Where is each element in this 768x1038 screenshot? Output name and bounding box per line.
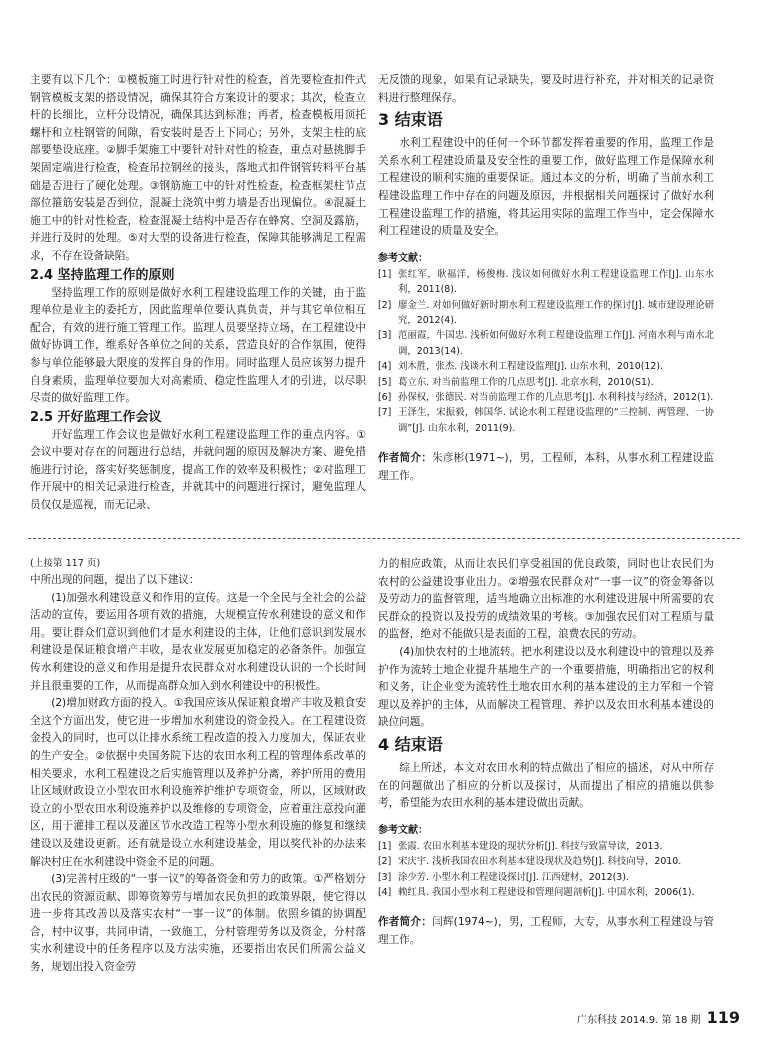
author-bio bbox=[378, 450, 714, 485]
references-list bbox=[378, 267, 714, 436]
body-paragraph: 主要有以下几个：①模板施工时进行针对性的检查，首先要检查扣件式钢管模板支架的搭设情况，确保其符合方案设计的要求；其次，检查立杆的长细比，立杆分设情况，确保其达到标准；再者，检查模板用顶托螺杆和立柱钢管的间隙，看安装时是否上下同心；另外，支架主柱的底部要垫设底座。②脚手架施工中要针对针对性的检查，重点对悬挑脚手架固定端进行检查，检查吊拉钢丝的接头，落地式扣件钢管转料平台基础是否进行了硬化处理。③钢筋施工中的针对性检查，检查框架柱节点部位箍筋安装是否到位，混凝土浇筑中剪力墙是否出现偏位。④混凝土施工中的针对性检查，检查混凝土结构中是否存在蜂窝、空洞及露筋，并进行及时的处理。⑤对大型的设备进行检查，保障其能够满足工程需求，不存在设备缺陷。 bbox=[30, 74, 366, 262]
reference-item: [6] 孙保权，张德民. 对当前监理工作的几点思考[J]. 水利科技与经济，2012(1). bbox=[378, 392, 714, 403]
body-paragraph: 无反馈的现象，如果有记录缺失，要及时进行补充，并对相关的记录资料进行整理保存。 bbox=[378, 74, 714, 104]
body-paragraph: (1)加强水利建设意义和作用的宣传。这是一个全民与全社会的公益活动的宣传，要运用各项有效的措施，大规模宣传水利建设的意义和作用。要让群众们意识到他们才是水利建设的主体，让他们意识到发展水利建设是保证粮食增产丰收，是农业发展更加稳定的必备条件。加强宣传水利建设的意义和作用是提升农民群众对水利建设认识的一个长时间并且很重要的工作，从而提高群众加入到水利建设中的积极性。 bbox=[30, 591, 366, 692]
reference-item: [1] 张红军，耿福洋，杨俊梅. 浅议如何做好水利工程建设监理工作[J]. 山东水利，2011(8). bbox=[378, 268, 714, 296]
bottom-left-column bbox=[30, 556, 366, 977]
body-paragraph: 综上所述，本文对农田水利的特点做出了相应的描述，对从中所存在的问题做出了相应的分析以及探讨，从而提出了相应的措施以供参考，希望能为农田水利的基本建设做出贡献。 bbox=[378, 761, 714, 810]
page-footer bbox=[577, 1008, 740, 1027]
references-heading: 参考文献： bbox=[378, 252, 428, 264]
references-list bbox=[378, 839, 714, 901]
reference-item: [3] 涂少芳. 小型水利工程建设探讨[J]. 江西建材，2012(3). bbox=[378, 871, 629, 883]
top-left-column bbox=[30, 72, 366, 515]
body-paragraph: (3)完善村庄级的“一事一议”的筹备资金和劳力的政策。①严格划分出农民的资源贡献、即筹资筹劳与增加农民负担的政策界限，使它得以进一步将其改善以及落实农村“一事一议”的体制。依照乡镇的协调配合，村中议事，共同申请，一致施工，分村管理劳务以及资金，分村落实水利建设中的任务程序以及方法实施，还要指出农民们所需公益义务，规划出投入资金劳 bbox=[30, 873, 366, 974]
body-paragraph: 水利工程建设中的任何一个环节都发挥着重要的作用，监理工作是关系水利工程建设质量及安全性的重要工作，做好监理工作是保障水利工程建设的顺利实施的重要保证。通过本文的分析，明确了当前水利工程建设监理工作中存在的问题及原因，并根据相关问题探讨了做好水利工程建设监理工作的措施，将其运用实际的监理工作当中，定会保障水利工程建设的质量及安全。 bbox=[378, 137, 714, 238]
journal-info: 广东科技 2014.9. 第 18 期 bbox=[576, 1015, 701, 1026]
reference-item: [4] 刘木胜，张杰. 浅谈水利工程建设监理[J]. 山东水利，2010(12). bbox=[378, 361, 663, 373]
reference-item: [2] 宋庆宇. 浅析我国农田水利基本建设现状及趋势[J]. 科技向导，2010. bbox=[378, 856, 682, 868]
body-paragraph: 坚持监理工作的原则是做好水利工程建设监理工作的关键，由于监理单位是业主的委托方，因此监理单位要认真负责，并与其它单位相互配合，有效的进行施工管理工作。监理人员要坚持立场，在工程建设中做好协调工作，维系好各单位之间的关系，营造良好的合作氛围，使得参与单位能够最大限度的发挥自身的作用。同时监理人员应该努力提升自身素质，监理单位要加大对高素质、稳定性监理人才的引进，以尽职尽责的做好监理工作。 bbox=[30, 286, 366, 405]
body-paragraph: 力的相应政策，从而让农民们享受祖国的优良政策，同时也让农民们为农村的公益建设事业出力。②增强农民群众对“一事一议”的资金筹备以及劳动力的监督管理，适当地确立出标准的水利建设进展中所需要的农民群众的投资以及投劳的成绩效果的考核。③加强农民们对工程质与量的监督，绝对不能做只是表面的工程，浪费农民的劳动。 bbox=[378, 558, 714, 641]
section-heading-2-4: 2.4 坚持监理工作的原则 bbox=[30, 267, 175, 283]
author-label: 作者简介： bbox=[378, 452, 433, 465]
page-number: 119 bbox=[706, 1008, 740, 1027]
reference-item: [5] 葛立东. 对当前监理工作的几点思考[J]. 北京水利，2010(S1). bbox=[378, 376, 654, 388]
body-paragraph: (2)增加财政方面的投入。①我国应该从保证粮食增产丰收及粮食安全这个方面出发，使它进一步增加水利建设的资金投入。在工程建设资金投入的同时，也可以让排水系统工程改造的投入力度加大，保证农业的生产安全。②依据中央国务院下达的农田水利工程的管理体系改革的相关要求，水利工程建设之后实施管理以及养护分离，养护所用的费用让区域财政设立小型农田水利设施养护维护专项资金，所以，区域财政设立的小型农田水利设施养护以及维修的专项资金，应着重注意投向灌区，用于灌排工程以及灌区节水改造工程等小型水利设施的修复和继续建设以及建设更新。还有就是设立水利建设基金，用以奖代补的办法来解决村庄在水利建设中资金不足的问题。 bbox=[30, 697, 366, 868]
body-paragraph: 开好监理工作会议也是做好水利工程建设监理工作的重点内容。①会议中要对存在的问题进行总结，并就问题的原因及解决方案、避免措施进行讨论，落实好奖惩制度，提高工作的效率及积极性；②对监理工作开展中的相关记录进行检查，并就其中的问题进行探讨，避免监理人员仅仅是巡视，而无记录、 bbox=[30, 428, 366, 512]
author-bio bbox=[378, 914, 714, 949]
author-label: 作者简介： bbox=[378, 916, 433, 929]
section-heading-3: 3 结束语 bbox=[378, 110, 443, 130]
body-paragraph: 中所出现的问题，提出了以下建议： bbox=[30, 574, 200, 586]
references-heading: 参考文献： bbox=[378, 824, 428, 836]
section-heading-2-5: 2.5 开好监理工作会议 bbox=[30, 409, 162, 425]
reference-item: [2] 廖金兰. 对如何做好新时期水利工程建设监理工作的探讨[J]. 城市建设理论研究，2012(4). bbox=[378, 299, 714, 326]
reference-item: [1] 张霞. 农田水利基本建设的现状分析[J]. 科技与致富导读，2013. bbox=[378, 840, 663, 852]
author-text: 朱彦彬(1971~)，男，工程师，本科，从事水利工程建设监理工作。 bbox=[378, 452, 714, 482]
bottom-right-column bbox=[378, 556, 714, 950]
author-text: 闫辉(1974~)，男，工程师，大专，从事水利工程建设与管理工作。 bbox=[378, 916, 714, 946]
reference-item: [4] 赖红具. 我国小型水利工程建设和管理问题剖析[J]. 中国水利，2006(1). bbox=[378, 886, 695, 898]
reference-item: [3] 范丽霞，牛国忠. 浅析如何做好水利工程建设监理工作[J]. 河南水利与南水北调，2013(14). bbox=[378, 330, 714, 357]
reference-item: [7] 王泽生，宋振毅，韩国华. 试论水利工程建设监理的“三控制、两管理、一协调”[J]. 山东水利，2011(9). bbox=[378, 407, 714, 434]
continuation-note: (上接第 117 页) bbox=[30, 558, 101, 569]
body-paragraph: (4)加快农村的土地流转。把水利建设以及水利建设中的管理以及养护作为流转土地企业提升基地生产的一个重要措施，明确指出它的权利和义务，让企业变为流转性土地农田水利的基本建设的主力军和一个管理以及养护的主体，从而解决工程管理、养护以及农田水利基本建设的缺位问题。 bbox=[378, 645, 714, 729]
top-right-column bbox=[378, 72, 714, 485]
section-heading-4: 4 结束语 bbox=[378, 734, 443, 754]
article-divider bbox=[28, 538, 740, 539]
